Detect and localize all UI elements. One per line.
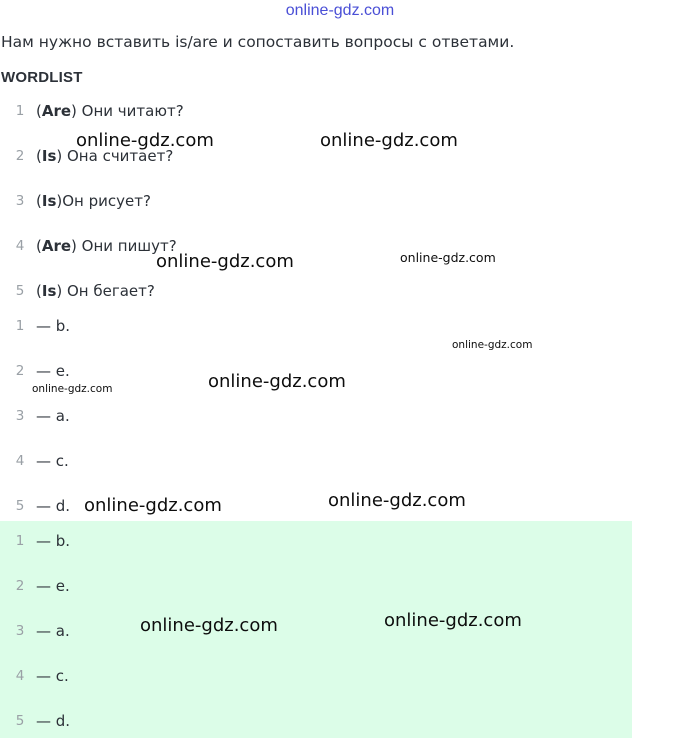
highlighted-answer-panel [0, 521, 632, 738]
watermark: online-gdz.com [156, 251, 294, 272]
question-rest: Он бегает? [62, 282, 155, 300]
watermark: online-gdz.com [328, 490, 466, 511]
row-number: 1 [15, 533, 25, 549]
row-number: 5 [15, 713, 25, 729]
answer-text: — c. [36, 452, 69, 470]
answer-text: — c. [36, 667, 69, 685]
question-text: (Is) Он бегает? [36, 282, 155, 300]
question-verb: Is [41, 192, 57, 210]
row-number: 3 [15, 623, 25, 639]
question-verb: Is [41, 147, 57, 165]
answer-text: — b. [36, 317, 71, 335]
question-rest: Они пишут? [76, 237, 177, 255]
row-number: 5 [15, 283, 25, 299]
answer-text: — d. [36, 497, 71, 515]
watermark: online-gdz.com [76, 130, 214, 151]
watermark: online-gdz.com [384, 610, 522, 631]
row-number: 4 [15, 238, 25, 254]
question-verb: Are [41, 237, 72, 255]
row-number: 2 [15, 148, 25, 164]
row-number: 1 [15, 103, 25, 119]
question-verb: Are [41, 102, 72, 120]
watermark: online-gdz.com [84, 495, 222, 516]
watermark: online-gdz.com [32, 383, 113, 395]
watermark: online-gdz.com [208, 371, 346, 392]
question-text: (Are) Они читают? [36, 102, 184, 120]
question-rest: Он рисует? [62, 192, 151, 210]
answer-text: — b. [36, 532, 71, 550]
row-number: 2 [15, 363, 25, 379]
question-rest: Она считает? [62, 147, 174, 165]
answer-text: — e. [36, 577, 70, 595]
question-text: (Is)Он рисует? [36, 192, 151, 210]
watermark: online-gdz.com [452, 339, 533, 351]
row-number: 4 [15, 453, 25, 469]
row-number: 5 [15, 498, 25, 514]
watermark: online-gdz.com [140, 615, 278, 636]
site-header-logo[interactable]: online-gdz.com [285, 2, 395, 19]
row-number: 4 [15, 668, 25, 684]
row-number: 2 [15, 578, 25, 594]
answer-text: — a. [36, 407, 70, 425]
task-intro: Нам нужно вставить is/are и сопоставить вопросы с ответами. [1, 33, 515, 51]
question-text: (Are) Они пишут? [36, 237, 177, 255]
section-title-wordlist: WORDLIST [1, 69, 83, 86]
row-number: 3 [15, 193, 25, 209]
question-rest: Они читают? [76, 102, 184, 120]
answer-text: — e. [36, 362, 70, 380]
watermark: online-gdz.com [320, 130, 458, 151]
question-text: (Is) Она считает? [36, 147, 174, 165]
row-number: 3 [15, 408, 25, 424]
answer-text: — a. [36, 622, 70, 640]
row-number: 1 [15, 318, 25, 334]
answer-text: — d. [36, 712, 71, 730]
watermark: online-gdz.com [400, 250, 496, 265]
question-verb: Is [41, 282, 57, 300]
